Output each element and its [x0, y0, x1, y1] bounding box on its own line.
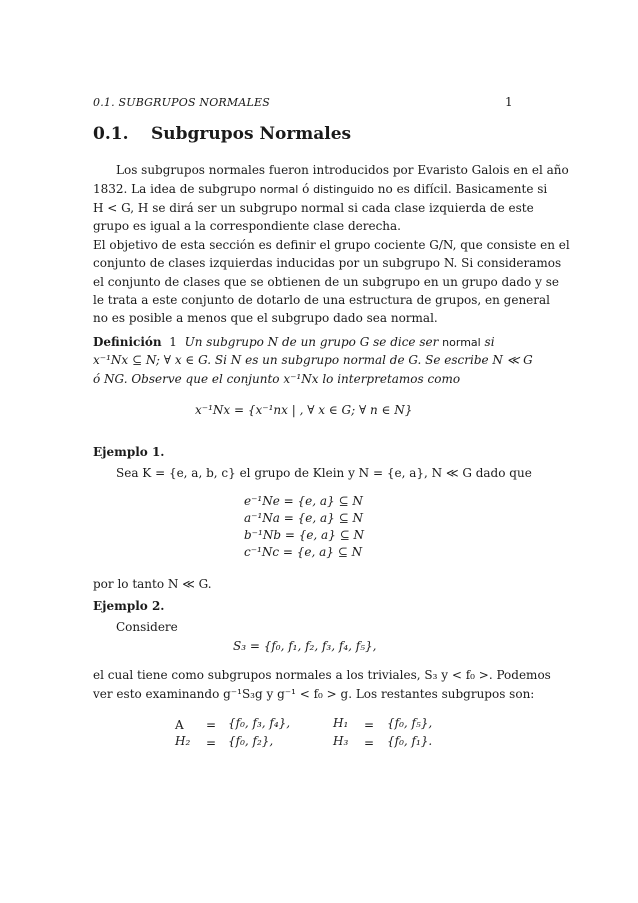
intro-text: ó — [298, 182, 314, 196]
subgroup-equals: = — [206, 736, 217, 750]
example-2-consider: Considere — [116, 620, 178, 634]
definition-text: Un subgrupo N de un grupo G se dice ser — [184, 335, 443, 349]
intro-line-7: el conjunto de clases que se obtienen de un subgrupo en un grupo dado y se — [93, 275, 559, 289]
definition-equation: x⁻¹Nx = {x⁻¹nx | , ∀ x ∈ G; ∀ n ∈ N} — [195, 403, 413, 417]
definition-line-1 — [93, 333, 495, 353]
subgroup-name: H₂ — [175, 734, 191, 748]
intro-line-5: El objetivo de esta sección es definir el grupo cociente G/N, que consiste en el — [93, 238, 570, 252]
example-2-title: Ejemplo 2. — [93, 599, 165, 613]
definition-line-3: ó NG. Observe que el conjunto x⁻¹Nx lo interpretamos como — [93, 372, 461, 386]
subgroup-set: {f₀, f₃, f₄}, — [228, 716, 291, 730]
subgroup-equals: = — [364, 718, 375, 732]
intro-line-9: no es posible a menos que el subgrupo dado sea normal. — [93, 311, 438, 325]
example-1-title: Ejemplo 1. — [93, 445, 165, 459]
intro-line-8: le trata a este conjunto de dotarlo de una estructura de grupos, en general — [93, 293, 551, 307]
section-title: Subgrupos Normales — [151, 124, 352, 144]
intro-line-4: grupo es igual a la correspondiente clase derecha. — [93, 219, 401, 233]
example-2-line-1: el cual tiene como subgrupos normales a los triviales, S₃ y < f₀ >. Podemos — [93, 668, 551, 682]
term-normal: normal — [259, 183, 299, 196]
intro-line-6: conjunto de clases izquierdas inducidas por un subgrupo N. Si consideramos — [93, 256, 562, 270]
subgroup-name: H₁ — [333, 716, 349, 730]
subgroup-equals: = — [206, 718, 217, 732]
subgroup-equals: = — [364, 736, 375, 750]
term-distinguido: distinguido — [313, 183, 374, 196]
term-normal: normal — [442, 336, 481, 349]
section-number: 0.1. — [93, 124, 129, 144]
example-1-row: b⁻¹Nb = {e, a} ⊆ N — [244, 528, 365, 542]
subgroup-name: H₃ — [333, 734, 349, 748]
running-header-title: 0.1. SUBGRUPOS NORMALES — [93, 96, 270, 109]
subgroup-set: {f₀, f₂}, — [228, 734, 274, 748]
definition-number: 1 — [169, 335, 177, 349]
definition-label: Definición — [93, 335, 162, 349]
intro-line-2 — [93, 180, 547, 200]
definition-line-2: x⁻¹Nx ⊆ N; ∀ x ∈ G. Si N es un subgrupo normal de G. Se escribe N ≪ G — [93, 353, 533, 367]
intro-text: no es difícil. Basicamente si — [373, 182, 548, 196]
example-1-conclusion: por lo tanto N ≪ G. — [93, 577, 212, 591]
example-2-line-2: ver esto examinando g⁻¹S₃g y g⁻¹ < f₀ > g. Los restantes subgrupos son: — [93, 687, 535, 701]
example-1-row: a⁻¹Na = {e, a} ⊆ N — [244, 511, 363, 525]
subgroup-name: A — [175, 718, 184, 732]
example-2-equation: S₃ = {f₀, f₁, f₂, f₃, f₄, f₅}, — [233, 639, 377, 653]
intro-line-1: Los subgrupos normales fueron introducidos por Evaristo Galois en el año — [116, 163, 569, 177]
page-number: 1 — [505, 95, 513, 109]
definition-text: si — [480, 335, 495, 349]
subgroup-set: {f₀, f₁}. — [387, 734, 433, 748]
intro-line-3: H < G, H se dirá ser un subgrupo normal si cada clase izquierda de este — [93, 201, 534, 215]
example-1-row: e⁻¹Ne = {e, a} ⊆ N — [244, 494, 363, 508]
intro-text: 1832. La idea de subgrupo — [93, 182, 260, 196]
example-1-intro: Sea K = {e, a, b, c} el grupo de Klein y N = {e, a}, N ≪ G dado que — [116, 466, 532, 480]
subgroup-set: {f₀, f₅}, — [387, 716, 433, 730]
example-1-row: c⁻¹Nc = {e, a} ⊆ N — [244, 545, 363, 559]
